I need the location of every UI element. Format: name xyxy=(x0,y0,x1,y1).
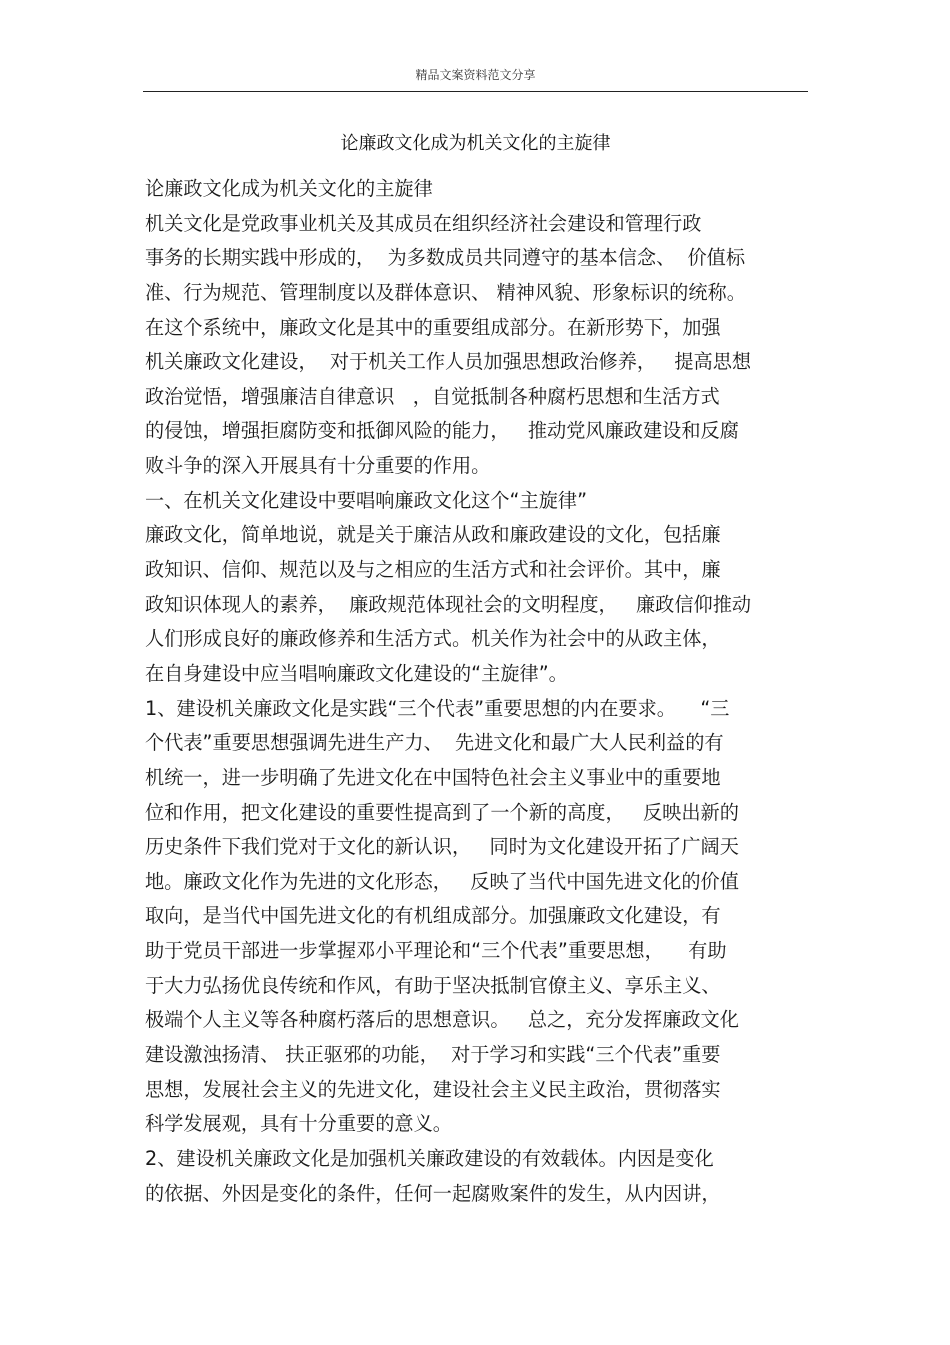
document-title: 论廉政文化成为机关文化的主旋律 xyxy=(340,133,611,154)
page-header: 精品文案资料范文分享 xyxy=(415,68,536,82)
text-line: 政知识、信仰、规范以及与之相应的生活方式和社会评价。其中，廉 xyxy=(145,558,721,582)
text-line: 的侵蚀，增强拒腐防变和抵御风险的能力， 推动党风廉政建设和反腐 xyxy=(145,419,739,443)
text-line: 取向，是当代中国先进文化的有机组成部分。加强廉政文化建设，有 xyxy=(145,904,721,928)
text-line: 的依据、外因是变化的条件，任何一起腐败案件的发生，从内因讲， xyxy=(145,1181,721,1205)
text-line: 人们形成良好的廉政修养和生活方式。机关作为社会中的从政主体， xyxy=(145,627,721,651)
text-line: 位和作用，把文化建设的重要性提高到了一个新的高度， 反映出新的 xyxy=(145,800,739,824)
document-body xyxy=(145,172,815,1211)
text-line: 个代表”重要思想强调先进生产力、 先进文化和最广大人民利益的有 xyxy=(145,731,724,755)
text-line: 2、建设机关廉政文化是加强机关廉政建设的有效载体。内因是变化 xyxy=(145,1146,714,1170)
text-line: 机统一，进一步明确了先进文化在中国特色社会主义事业中的重要地 xyxy=(145,765,721,789)
text-line: 建设激浊扬清、 扶正驱邪的功能， 对于学习和实践“三个代表”重要 xyxy=(145,1043,721,1067)
text-line: 1、建设机关廉政文化是实践“三个代表”重要思想的内在要求。 “三 xyxy=(145,696,730,720)
text-line: 于大力弘扬优良传统和作风，有助于坚决抵制官僚主义、享乐主义、 xyxy=(145,973,721,997)
text-line: 机关文化是党政事业机关及其成员在组织经济社会建设和管理行政 xyxy=(145,211,702,235)
text-line: 廉政文化，简单地说，就是关于廉洁从政和廉政建设的文化，包括廉 xyxy=(145,523,721,547)
header-divider xyxy=(143,91,808,92)
text-line: 助于党员干部进一步掌握邓小平理论和“三个代表”重要思想， 有助 xyxy=(145,939,727,963)
text-line: 事务的长期实践中形成的， 为多数成员共同遵守的基本信念、 价值标 xyxy=(145,246,746,270)
text-line: 政治觉悟，增强廉洁自律意识 ，自觉抵制各种腐朽思想和生活方式 xyxy=(145,384,720,408)
text-line: 思想，发展社会主义的先进文化，建设社会主义民主政治，贯彻落实 xyxy=(145,1077,721,1101)
text-line: 准、行为规范、管理制度以及群体意识、 精神风貌、形象标识的统称。 xyxy=(145,280,746,304)
text-line: 科学发展观，具有十分重要的意义。 xyxy=(145,1112,452,1136)
text-line: 在自身建设中应当唱响廉政文化建设的“主旋律”。 xyxy=(145,661,568,685)
text-line: 地。廉政文化作为先进的文化形态， 反映了当代中国先进文化的价值 xyxy=(145,869,739,893)
text-line: 论廉政文化成为机关文化的主旋律 xyxy=(145,177,433,200)
text-line: 败斗争的深入开展具有十分重要的作用。 xyxy=(145,454,491,478)
text-line: 在这个系统中，廉政文化是其中的重要组成部分。在新形势下，加强 xyxy=(145,315,721,339)
text-line: 历史条件下我们党对于文化的新认识， 同时为文化建设开拓了广阔天 xyxy=(145,835,739,859)
text-line: 一、在机关文化建设中要唱响廉政文化这个“主旋律” xyxy=(145,488,588,512)
text-line: 政知识体现人的素养， 廉政规范体现社会的文明程度， 廉政信仰推动 xyxy=(145,592,752,616)
text-line: 机关廉政文化建设， 对于机关工作人员加强思想政治修养， 提高思想 xyxy=(145,350,752,374)
text-line: 极端个人主义等各种腐朽落后的思想意识。 总之，充分发挥廉政文化 xyxy=(145,1008,739,1032)
